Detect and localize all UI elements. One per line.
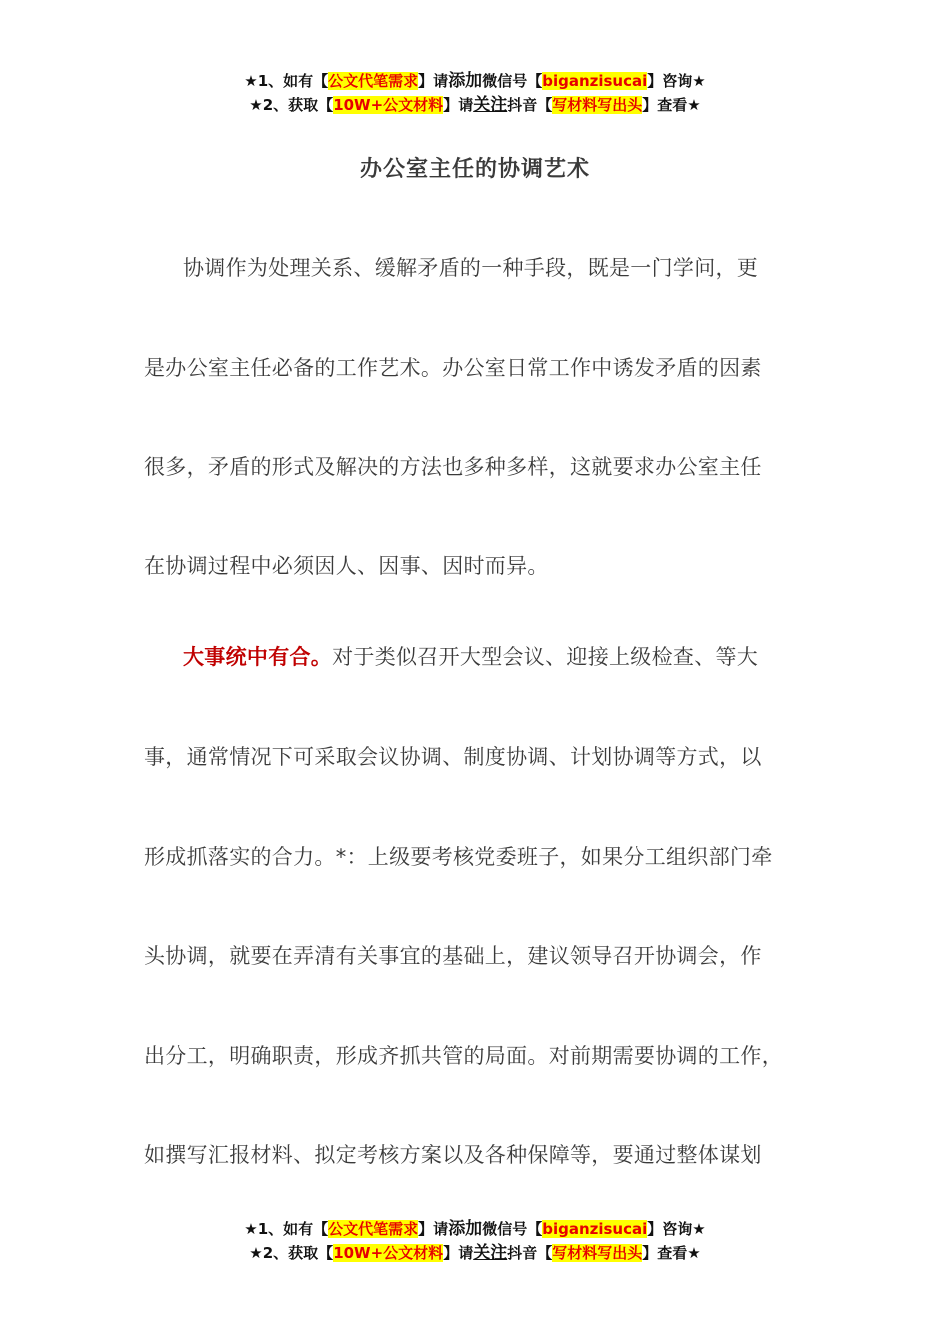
paragraph-line: 头协调，就要在弄清有关事宜的基础上，建议领导召开协调会，作 [144, 944, 762, 968]
wechat-id-highlight: biganzisucai [542, 72, 648, 90]
banner-text: ★2、获取【 [249, 96, 334, 114]
paragraph-line: 如撰写汇报材料、拟定考核方案以及各种保障等，要通过整体谋划 [144, 1143, 762, 1167]
banner-text: ★1、如有【 [244, 1220, 329, 1238]
banner-text: 】咨询★ [647, 1220, 706, 1238]
banner-line-1 [0, 69, 950, 93]
document-title: 办公室主任的协调艺术 [359, 157, 590, 182]
footer-banner [0, 1217, 950, 1265]
banner-emphasis: 添加 [448, 1219, 483, 1239]
header-banner [0, 69, 950, 117]
banner-emphasis: 关注 [473, 1243, 508, 1263]
paragraph-line-with-lead [183, 641, 883, 671]
banner-text: 】查看★ [642, 96, 701, 114]
banner-highlight: 10W+公文材料 [333, 1244, 444, 1262]
banner-highlight: 10W+公文材料 [333, 96, 444, 114]
banner-text: 微信号【 [482, 1220, 543, 1238]
banner-highlight: 公文代笔需求 [328, 72, 419, 90]
banner-text: ★2、获取【 [249, 1244, 334, 1262]
banner-emphasis: 关注 [473, 95, 508, 115]
douyin-id-highlight: 写材料写出头 [552, 1244, 643, 1262]
banner-text: 】咨询★ [647, 72, 706, 90]
banner-text: 抖音【 [507, 96, 553, 114]
banner-text: 】查看★ [642, 1244, 701, 1262]
paragraph-line: 出分工，明确职责，形成齐抓共管的局面。对前期需要协调的工作， [144, 1044, 783, 1068]
paragraph-line: 事，通常情况下可采取会议协调、制度协调、计划协调等方式，以 [144, 745, 762, 769]
banner-emphasis: 添加 [448, 71, 483, 91]
banner-text: 】请 [418, 1220, 449, 1238]
banner-text: 】请 [443, 96, 474, 114]
banner-text: 抖音【 [507, 1244, 553, 1262]
banner-line-1 [0, 1217, 950, 1241]
banner-text: ★1、如有【 [244, 72, 329, 90]
douyin-id-highlight: 写材料写出头 [552, 96, 643, 114]
banner-text: 微信号【 [482, 72, 543, 90]
banner-highlight: 公文代笔需求 [328, 1220, 419, 1238]
paragraph-line: 很多，矛盾的形式及解决的方法也多种多样，这就要求办公室主任 [144, 455, 762, 479]
paragraph-line: 在协调过程中必须因人、因事、因时而异。 [144, 554, 549, 578]
paragraph-text: 对于类似召开大型会议、迎接上级检查、等大 [332, 645, 759, 669]
paragraph-line: 是办公室主任必备的工作艺术。办公室日常工作中诱发矛盾的因素 [144, 356, 762, 380]
banner-line-2 [0, 1241, 950, 1265]
wechat-id-highlight: biganzisucai [542, 1220, 648, 1238]
paragraph-line: 协调作为处理关系、缓解矛盾的一种手段，既是一门学问，更 [183, 256, 759, 280]
paragraph-line: 形成抓落实的合力。*：上级要考核党委班子，如果分工组织部门牵 [144, 845, 773, 869]
banner-line-2 [0, 93, 950, 117]
banner-text: 】请 [443, 1244, 474, 1262]
banner-text: 】请 [418, 72, 449, 90]
section-lead: 大事统中有合。 [183, 645, 333, 669]
